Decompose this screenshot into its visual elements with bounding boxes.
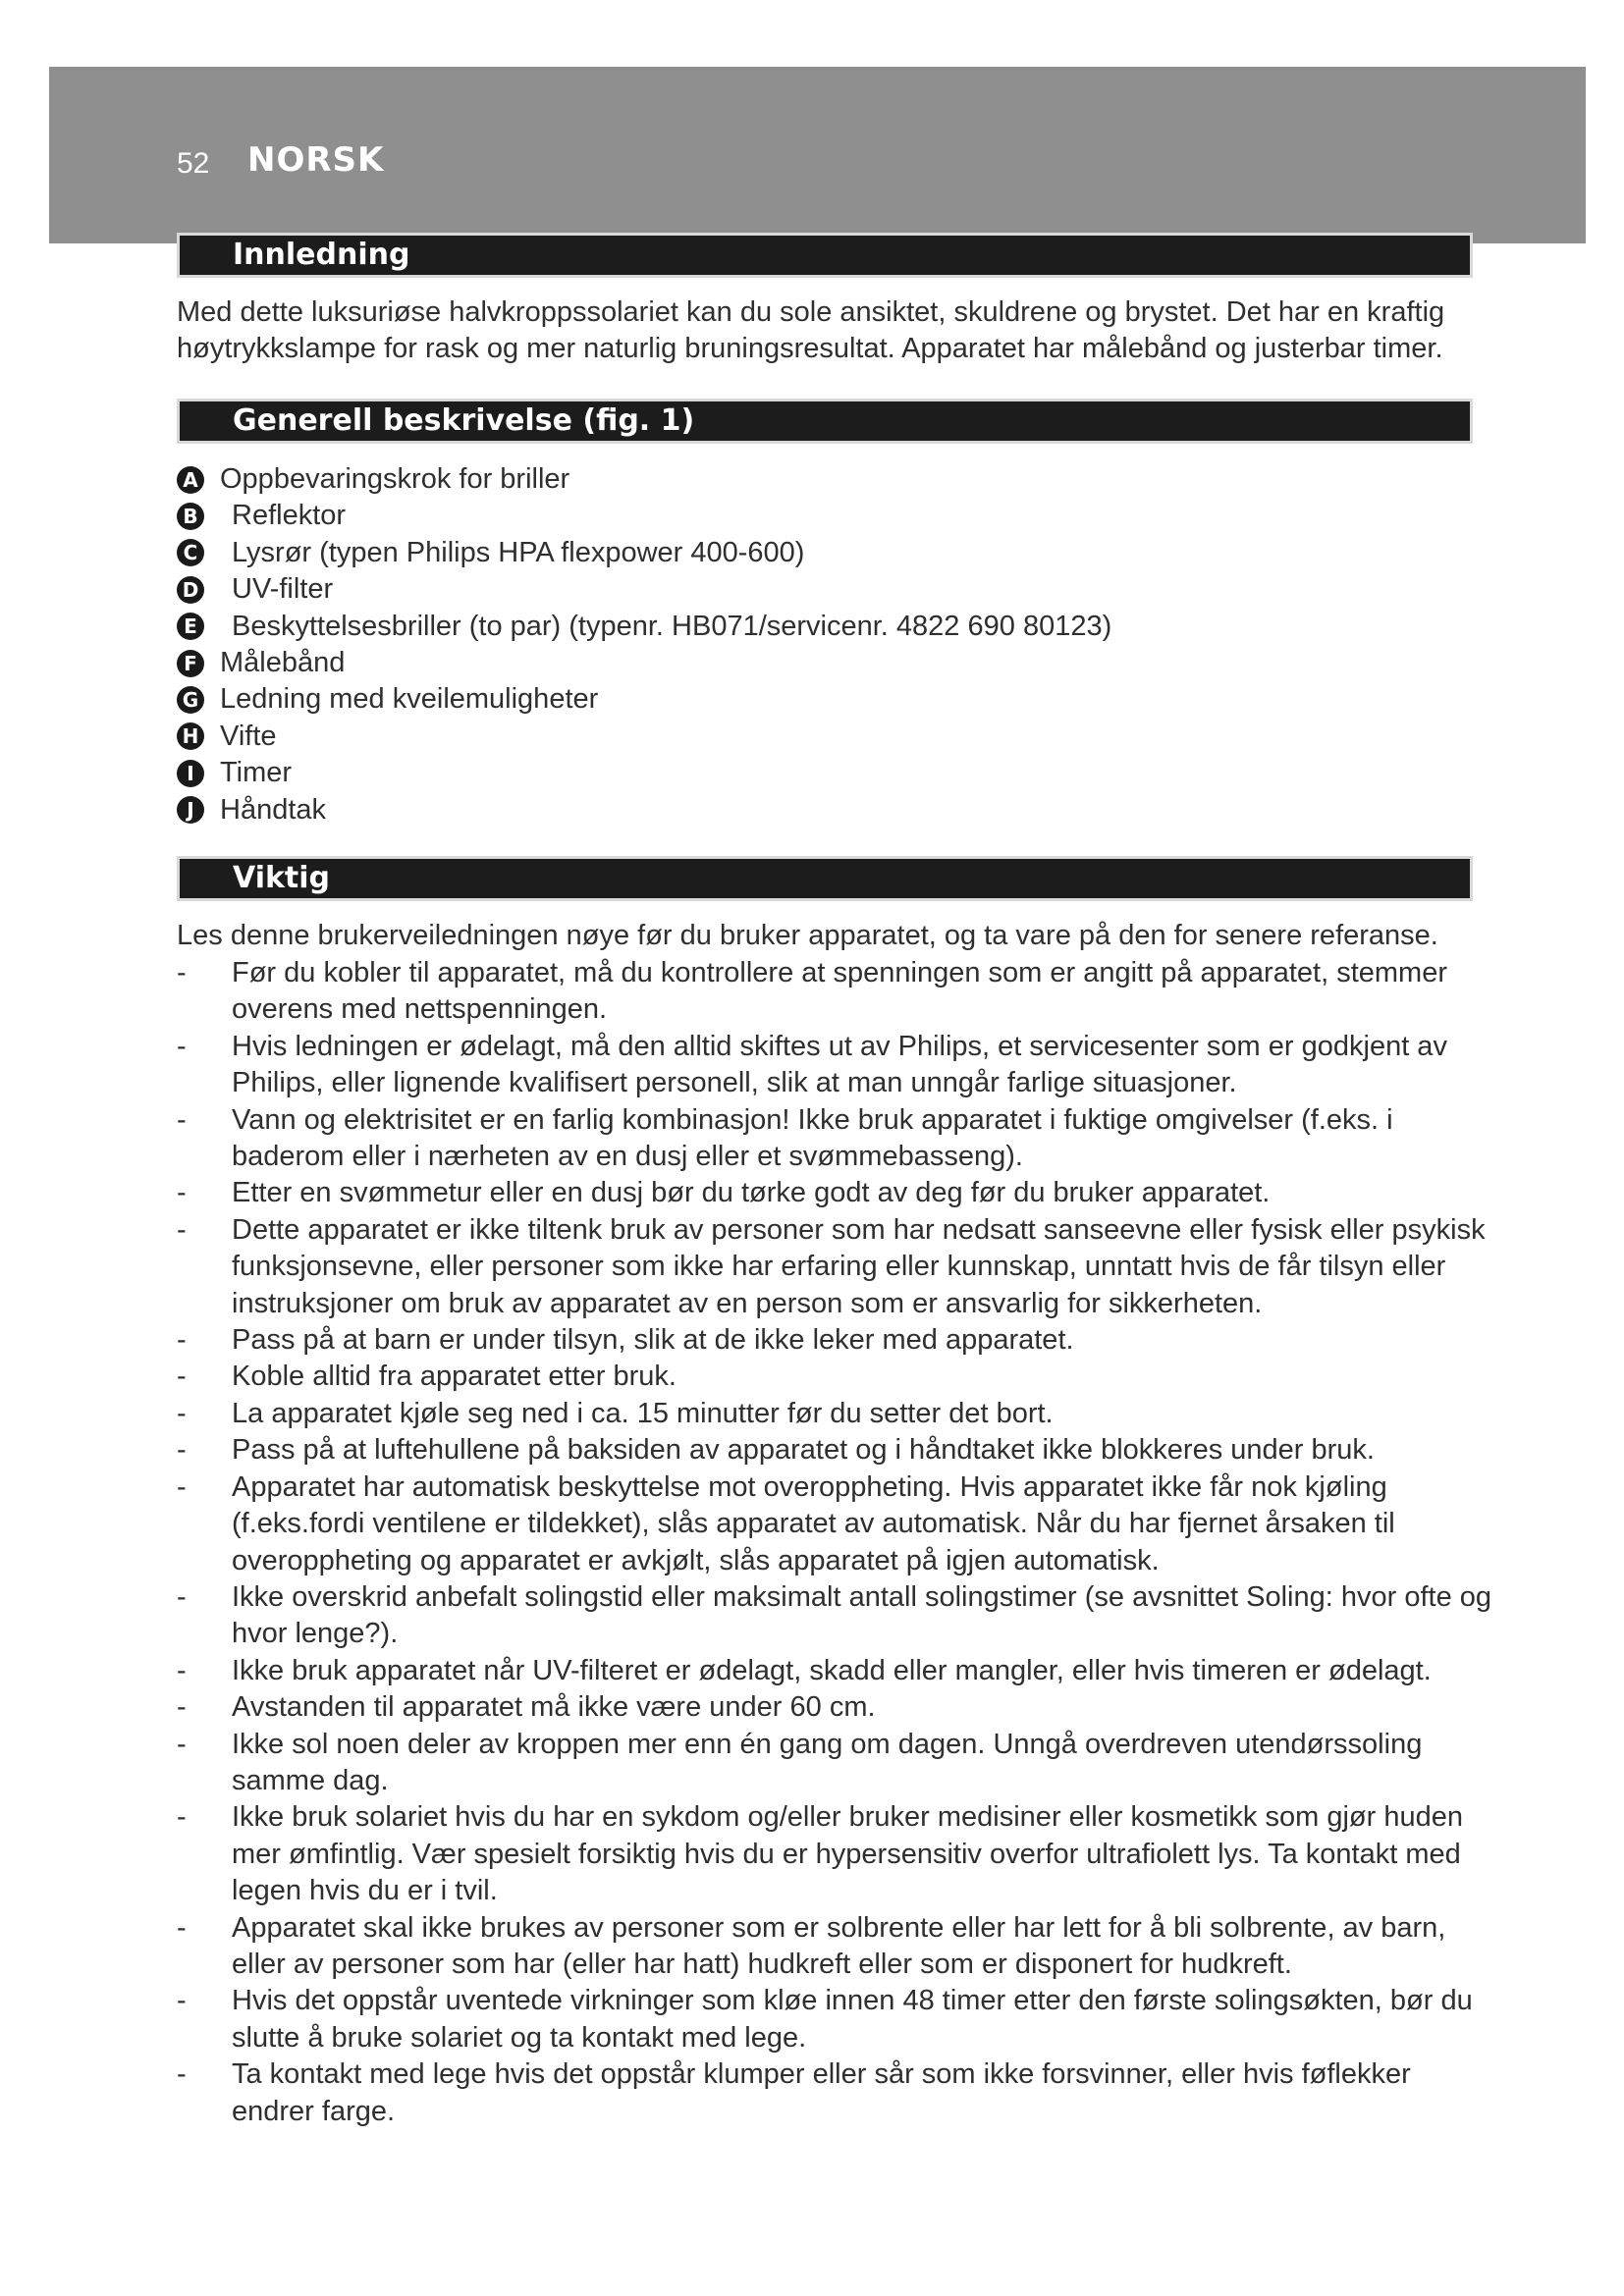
list-item-text: Pass på at luftehullene på baksiden av apparatet og i håndtaket ikke blokkeres under bruk. [232,1434,1375,1467]
list-item-text: Hvis det oppstår uventede virkninger som kløe innen 48 timer etter den første solingsøkten, bør du slutte å bruke solariet og ta kontakt med lege. [232,1985,1473,2054]
description-list [177,461,1492,828]
dash-marker: - [177,1361,187,1393]
list-item-text: Ikke sol noen deler av kroppen mer enn én gang om dagen. Unngå overdreven utendørssoling samme dag. [232,1728,1423,1796]
list-item [177,1727,1492,1800]
list-item-text: Før du kobler til apparatet, må du kontrollere at spenningen som er angitt på apparatet, stemmer overens med nettspenningen. [232,957,1447,1026]
letter-badge-e: E [177,613,204,640]
dash-marker: - [177,1103,187,1136]
list-item [177,1579,1492,1653]
list-item [177,1689,1492,1726]
letter-badge-g: G [177,686,204,714]
dash-marker: - [177,1324,187,1357]
list-item-text: Beskyttelsesbriller (to par) (typenr. HB071/servicenr. 4822 690 80123) [232,610,1112,642]
list-item [177,681,1492,718]
dash-marker: - [177,1213,187,1246]
list-item [177,1799,1492,1909]
list-item [177,1322,1492,1359]
list-item-text: Håndtak [220,793,327,826]
safety-bullet-list [177,955,1492,2130]
list-item-text: Lysrør (typen Philips HPA flexpower 400-600) [232,536,805,568]
dash-marker: - [177,1801,187,1834]
letter-badge-f: F [177,650,204,677]
list-item-text: Ikke overskrid anbefalt solingstid eller maksimalt antall solingstimer (se avsnittet Soling: hvor ofte og hvor lenge?). [232,1580,1492,1650]
section-heading-description: Generell beskrivelse (fig. 1) [177,399,1473,444]
list-item-text: Målebånd [220,646,346,678]
list-item [177,1102,1492,1176]
section-heading-important: Viktig [177,856,1473,901]
list-item [177,1910,1492,1984]
list-item-text: Koble alltid fra apparatet etter bruk. [232,1361,677,1393]
list-item [177,719,1492,755]
list-item-text: Hvis ledningen er ødelagt, må den alltid skiftes ut av Philips, et servicesenter som er godkjent av Philips, eller lignende kvalifisert personell, slik at man unngår farlige situasjoner. [232,1030,1447,1099]
list-item [177,498,1492,534]
list-item-text: Reflektor [232,500,347,532]
list-item-text: Vann og elektrisitet er en farlig kombinasjon! Ikke bruk apparatet i fuktige omgivelser (f.eks. i baderom eller i nærheten av en dusj eller et svømmebasseng). [232,1103,1393,1173]
letter-badge-a: A [177,466,204,494]
dash-marker: - [177,1911,187,1944]
dash-marker: - [177,1580,187,1613]
list-item [177,1029,1492,1102]
list-item [177,1175,1492,1211]
list-item [177,1396,1492,1432]
dash-marker: - [177,1030,187,1062]
page-language-title: NORSK [247,140,385,180]
list-item-text: Dette apparatet er ikke tiltenk bruk av personer som har nedsatt sanseevne eller fysisk eller psykisk funksjonsevne, eller personer som ikke har erfaring eller kunnskap, unntatt hvis de får tilsyn eller instruksjoner om bruk av apparatet av en person som er ansvarlig for sikkerheten. [232,1213,1486,1319]
dash-marker: - [177,1728,187,1760]
list-item [177,1469,1492,1579]
intro-paragraph: Med dette luksuriøse halvkroppssolariet kan du sole ansiktet, skuldrene og brystet. Det har en kraftig høytrykkslampe for rask og mer naturlig bruningsresultat. Apparatet har målebånd og justerbar timer. [177,296,1445,364]
list-item-text: UV-filter [232,573,334,606]
dash-marker: - [177,1434,187,1467]
list-item [177,955,1492,1029]
list-item [177,1653,1492,1689]
list-item-text: Ikke bruk apparatet når UV-filteret er ødelagt, skadd eller mangler, eller hvis timeren er ødelagt. [232,1654,1432,1686]
list-item-text: Pass på at barn er under tilsyn, slik at de ikke leker med apparatet. [232,1324,1074,1357]
dash-marker: - [177,1691,187,1724]
important-intro: Les denne brukerveiledningen nøye før du bruker apparatet, og ta vare på den for senere referanse. [177,920,1438,951]
letter-badge-c: C [177,539,204,566]
letter-badge-h: H [177,722,204,750]
list-item-text: Etter en svømmetur eller en dusj bør du tørke godt av deg før du bruker apparatet. [232,1177,1271,1209]
list-item [177,535,1492,571]
list-item-text: Avstanden til apparatet må ikke være under 60 cm. [232,1691,876,1724]
list-item [177,645,1492,681]
dash-marker: - [177,2058,187,2091]
list-item-text: Oppbevaringskrok for briller [220,463,570,495]
list-item-text: Ta kontakt med lege hvis det oppstår klumper eller sår som ikke forsvinner, eller hvis føflekker endrer farge. [232,2058,1411,2127]
list-item-text: Apparatet har automatisk beskyttelse mot overoppheting. Hvis apparatet ikke får nok kjøling (f.eks.fordi ventilene er tildekket), slås apparatet av automatisk. Når du har fjernet årsaken til overoppheting og apparatet er avkjølt, slås apparatet på igjen automatisk. [232,1470,1395,1576]
list-item-text: Ledning med kveilemuligheter [220,683,599,716]
dash-marker: - [177,957,187,988]
letter-badge-j: J [177,796,204,824]
letter-badge-i: I [177,760,204,787]
list-item [177,792,1492,828]
list-item [177,1983,1492,2056]
list-item [177,609,1492,645]
dash-marker: - [177,1177,187,1209]
list-item-text: Ikke bruk solariet hvis du har en sykdom og/eller bruker medisiner eller kosmetikk som gjør huden mer ømfintlig. Vær spesielt forsiktig hvis du er hypersensitiv overfor ultrafiolett lys. Ta kontakt med legen hvis du er i tvil. [232,1801,1463,1907]
list-item-text: La apparatet kjøle seg ned i ca. 15 minutter før du setter det bort. [232,1397,1054,1429]
dash-marker: - [177,1470,187,1503]
list-item-text: Apparatet skal ikke brukes av personer som er solbrente eller har lett for å bli solbrente, av barn, eller av personer som har (eller har hatt) hudkreft eller som er disponert for hudkreft. [232,1911,1446,1980]
dash-marker: - [177,1985,187,2017]
list-item-text: Vifte [220,720,277,752]
dash-marker: - [177,1654,187,1686]
list-item [177,2056,1492,2130]
list-item [177,571,1492,608]
list-item [177,461,1492,498]
letter-badge-b: B [177,503,204,530]
letter-badge-d: D [177,576,204,604]
list-item-text: Timer [220,757,293,789]
dash-marker: - [177,1397,187,1429]
list-item [177,1212,1492,1322]
list-item [177,1359,1492,1395]
list-item [177,755,1492,791]
list-item [177,1432,1492,1468]
section-heading-intro: Innledning [177,233,1473,278]
page-number: 52 [177,147,210,180]
